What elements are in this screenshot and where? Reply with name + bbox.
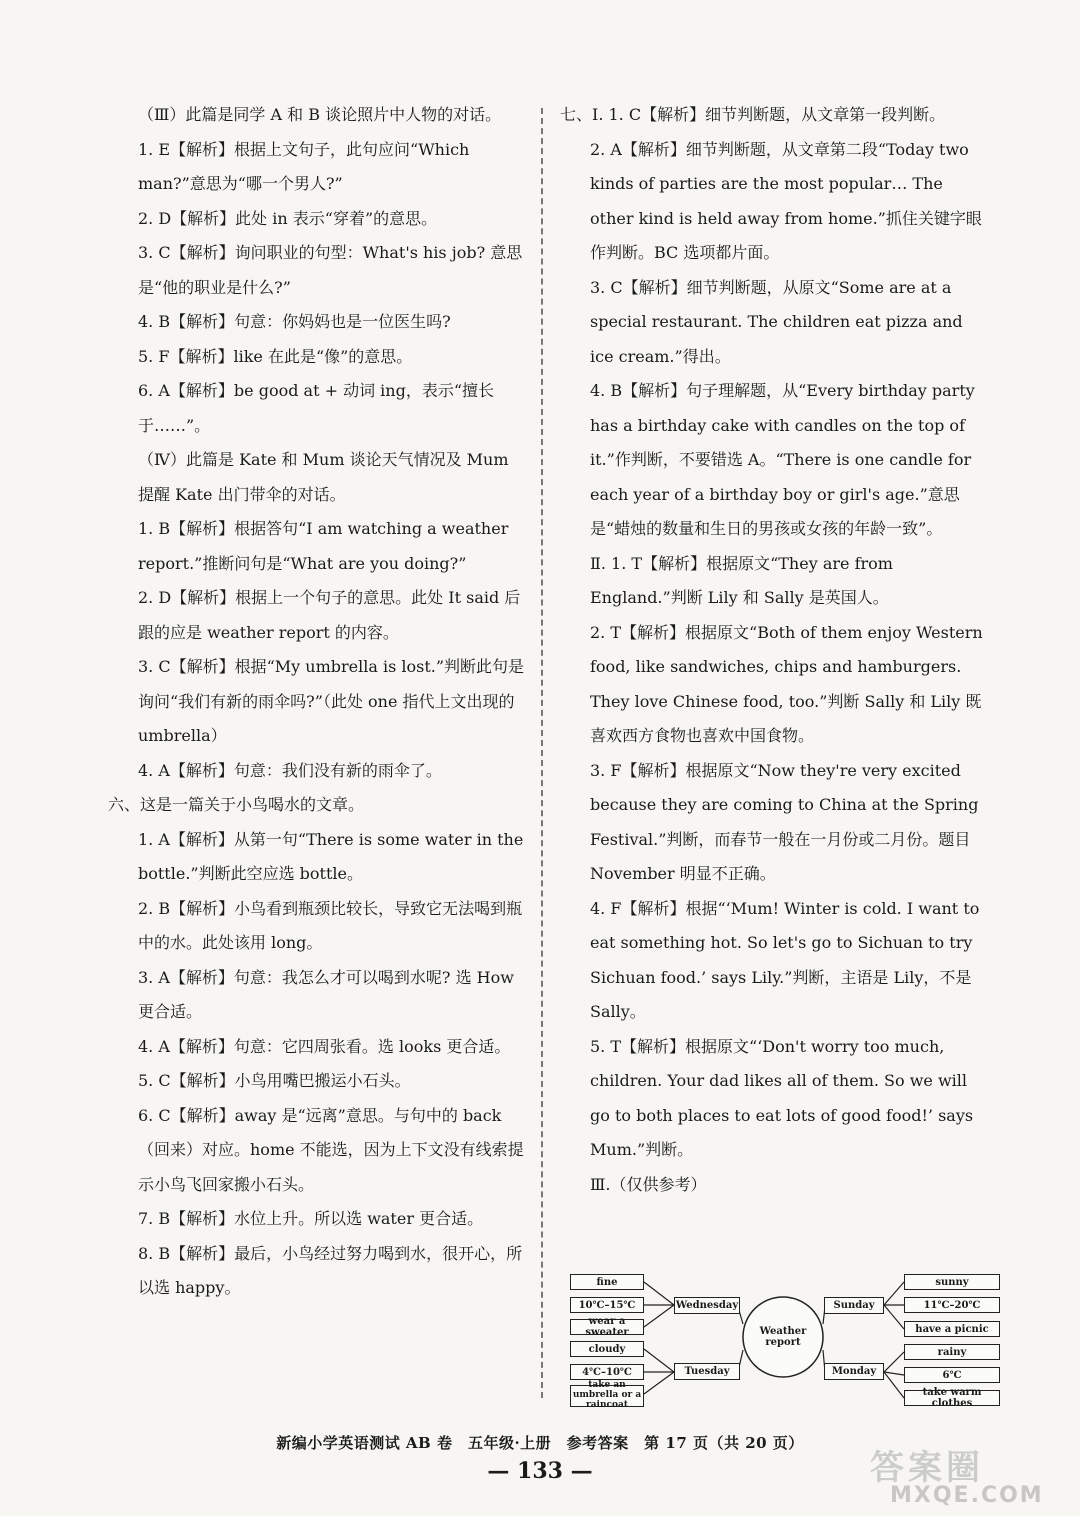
right-column-paragraph: 2. T【解析】根据原文“Both of them enjoy Western food, like sandwiches, chips and hamburgers. They love Chinese food, too.”判断 Sally 和 Lily 既喜欢西方食物也喜欢中国食物。 — [590, 622, 983, 745]
right-column-paragraph: 3. C【解析】细节判断题，从原文“Some are at a special restaurant. The children eat pizza and ice cream.”得出。 — [590, 277, 963, 366]
right-column-paragraph: 4. B【解析】句子理解题，从“Every birthday party has a birthday cake with candles on the top of it.”作判断，不要错选 A。“There is one candle for each year of a birthday boy or girl's age.”意思是“蜡烛的数量和生日的男孩或女孩的年龄一致”。 — [590, 381, 975, 538]
right-column-paragraph: Ⅲ.（仅供参考） — [590, 1174, 707, 1194]
watermark-en: MXQE.COM — [890, 1483, 1044, 1508]
left-column-paragraph: 5. F【解析】like 在此是“像”的意思。 — [138, 346, 413, 366]
sunday-item-2: 11℃–20℃ — [904, 1297, 1000, 1313]
right-column — [560, 98, 990, 1202]
monday-item-1: rainy — [904, 1344, 1000, 1360]
left-column-paragraph: （Ⅲ）此篇是同学 A 和 B 谈论照片中人物的对话。 — [138, 105, 502, 124]
left-column-paragraph: 4. A【解析】句意：它四周张看。选 looks 更合适。 — [138, 1036, 511, 1056]
wednesday-day: Wednesday — [674, 1297, 740, 1314]
left-column-paragraph: 4. A【解析】句意：我们没有新的雨伞了。 — [138, 760, 442, 780]
watermark-logo — [870, 1440, 1070, 1516]
left-column-paragraph: 1. A【解析】从第一句“There is some water in the bottle.”判断此空应选 bottle。 — [138, 829, 524, 883]
column-divider — [541, 108, 543, 1398]
sunday-day: Sunday — [824, 1297, 884, 1314]
left-column-paragraph: 3. C【解析】询问职业的句型：What's his job? 意思是“他的职业是什么?” — [138, 243, 523, 297]
left-column-paragraph: 3. A【解析】句意：我怎么才可以喝到水呢? 选 How 更合适。 — [138, 967, 514, 1021]
tuesday-item-3: take an umbrella or a raincoat — [570, 1385, 644, 1407]
left-column-paragraph: 2. D【解析】根据上一个句子的意思。此处 It said 后跟的应是 weather report 的内容。 — [138, 588, 521, 642]
left-column-paragraph: 3. C【解析】根据“My umbrella is lost.”判断此句是询问“我们有新的雨伞吗?”（此处 one 指代上文出现的 umbrella） — [138, 657, 525, 745]
weather-report-diagram — [568, 1272, 1008, 1412]
monday-day: Monday — [824, 1363, 884, 1380]
right-column-paragraph: 七、Ⅰ. 1. C【解析】细节判断题，从文章第一段判断。 — [560, 105, 946, 124]
left-column-paragraph: 7. B【解析】水位上升。所以选 water 更合适。 — [138, 1209, 484, 1228]
right-column-paragraph: 5. T【解析】根据原文“‘Don't worry too much, children. Your dad likes all of them. So we will go to both places to eat lots of good food!’ says Mum.”判断。 — [590, 1036, 974, 1159]
tuesday-day: Tuesday — [674, 1363, 740, 1380]
left-column-paragraph: 8. B【解析】最后，小鸟经过努力喝到水，很开心，所以选 happy。 — [138, 1243, 523, 1297]
page-number: — 133 — — [487, 1458, 593, 1484]
left-column-paragraph: 5. C【解析】小鸟用嘴巴搬运小石头。 — [138, 1071, 411, 1090]
left-column-paragraph: 4. B【解析】句意：你妈妈也是一位医生吗? — [138, 312, 451, 331]
wednesday-item-3: wear a sweater — [570, 1319, 644, 1335]
left-column-paragraph: （Ⅳ）此篇是 Kate 和 Mum 谈论天气情况及 Mum 提醒 Kate 出门带伞的对话。 — [138, 450, 509, 504]
right-column-paragraph: Ⅱ. 1. T【解析】根据原文“They are from England.”判断 Lily 和 Sally 是英国人。 — [590, 553, 893, 607]
left-column-paragraph: 2. D【解析】此处 in 表示“穿着”的意思。 — [138, 208, 438, 228]
wednesday-item-1: fine — [570, 1274, 644, 1290]
left-column-paragraph: 1. E【解析】根据上文句子，此句应问“Which man?”意思为“哪一个男人?” — [138, 139, 470, 193]
right-column-paragraph: 2. A【解析】细节判断题，从文章第二段“Today two kinds of parties are the most popular… The other kind is held away from home.”抓住关键字眼作判断。BC 选项都片面。 — [590, 139, 982, 262]
sunday-item-3: have a picnic — [904, 1321, 1000, 1337]
watermark-cn: 答案圈 — [870, 1448, 984, 1488]
monday-item-3: take warm clothes — [904, 1390, 1000, 1406]
left-column-paragraph: 6. A【解析】be good at + 动词 ing，表示“擅长于……”。 — [138, 381, 495, 435]
left-column-paragraph: 六、这是一篇关于小鸟喝水的文章。 — [108, 795, 365, 814]
wednesday-item-2: 10℃–15℃ — [570, 1297, 644, 1313]
tuesday-item-1: cloudy — [570, 1341, 644, 1357]
left-column — [108, 98, 528, 1306]
left-column-paragraph: 1. B【解析】根据答句“I am watching a weather report.”推断问句是“What are you doing?” — [138, 519, 509, 573]
right-column-paragraph: 4. F【解析】根据“‘Mum! Winter is cold. I want to eat something hot. So let's go to Sichuan to try Sichuan food.’ says Lily.”判断，主语是 Lily，不是 Sally。 — [590, 898, 980, 1021]
monday-item-2: 6℃ — [904, 1367, 1000, 1383]
left-column-paragraph: 2. B【解析】小鸟看到瓶颈比较长，导致它无法喝到瓶中的水。此处该用 long。 — [138, 898, 523, 952]
diagram-center-label: Weather report — [759, 1326, 807, 1348]
tuesday-item-2: 4℃–10℃ — [570, 1364, 644, 1380]
sunday-item-1: sunny — [904, 1274, 1000, 1290]
right-column-paragraph: 3. F【解析】根据原文“Now they're very excited because they are coming to China at the Spring Festival.”判断，而春节一般在一月份或二月份。题目 November 明显不正确。 — [590, 760, 979, 883]
left-column-paragraph: 6. C【解析】away 是“远离”意思。与句中的 back（回来）对应。home 不能选，因为上下文没有线索提示小鸟飞回家搬小石头。 — [138, 1105, 524, 1194]
footer-text: 新编小学英语测试 AB 卷 五年级·上册 参考答案 第 17 页（共 20 页） — [276, 1434, 804, 1452]
